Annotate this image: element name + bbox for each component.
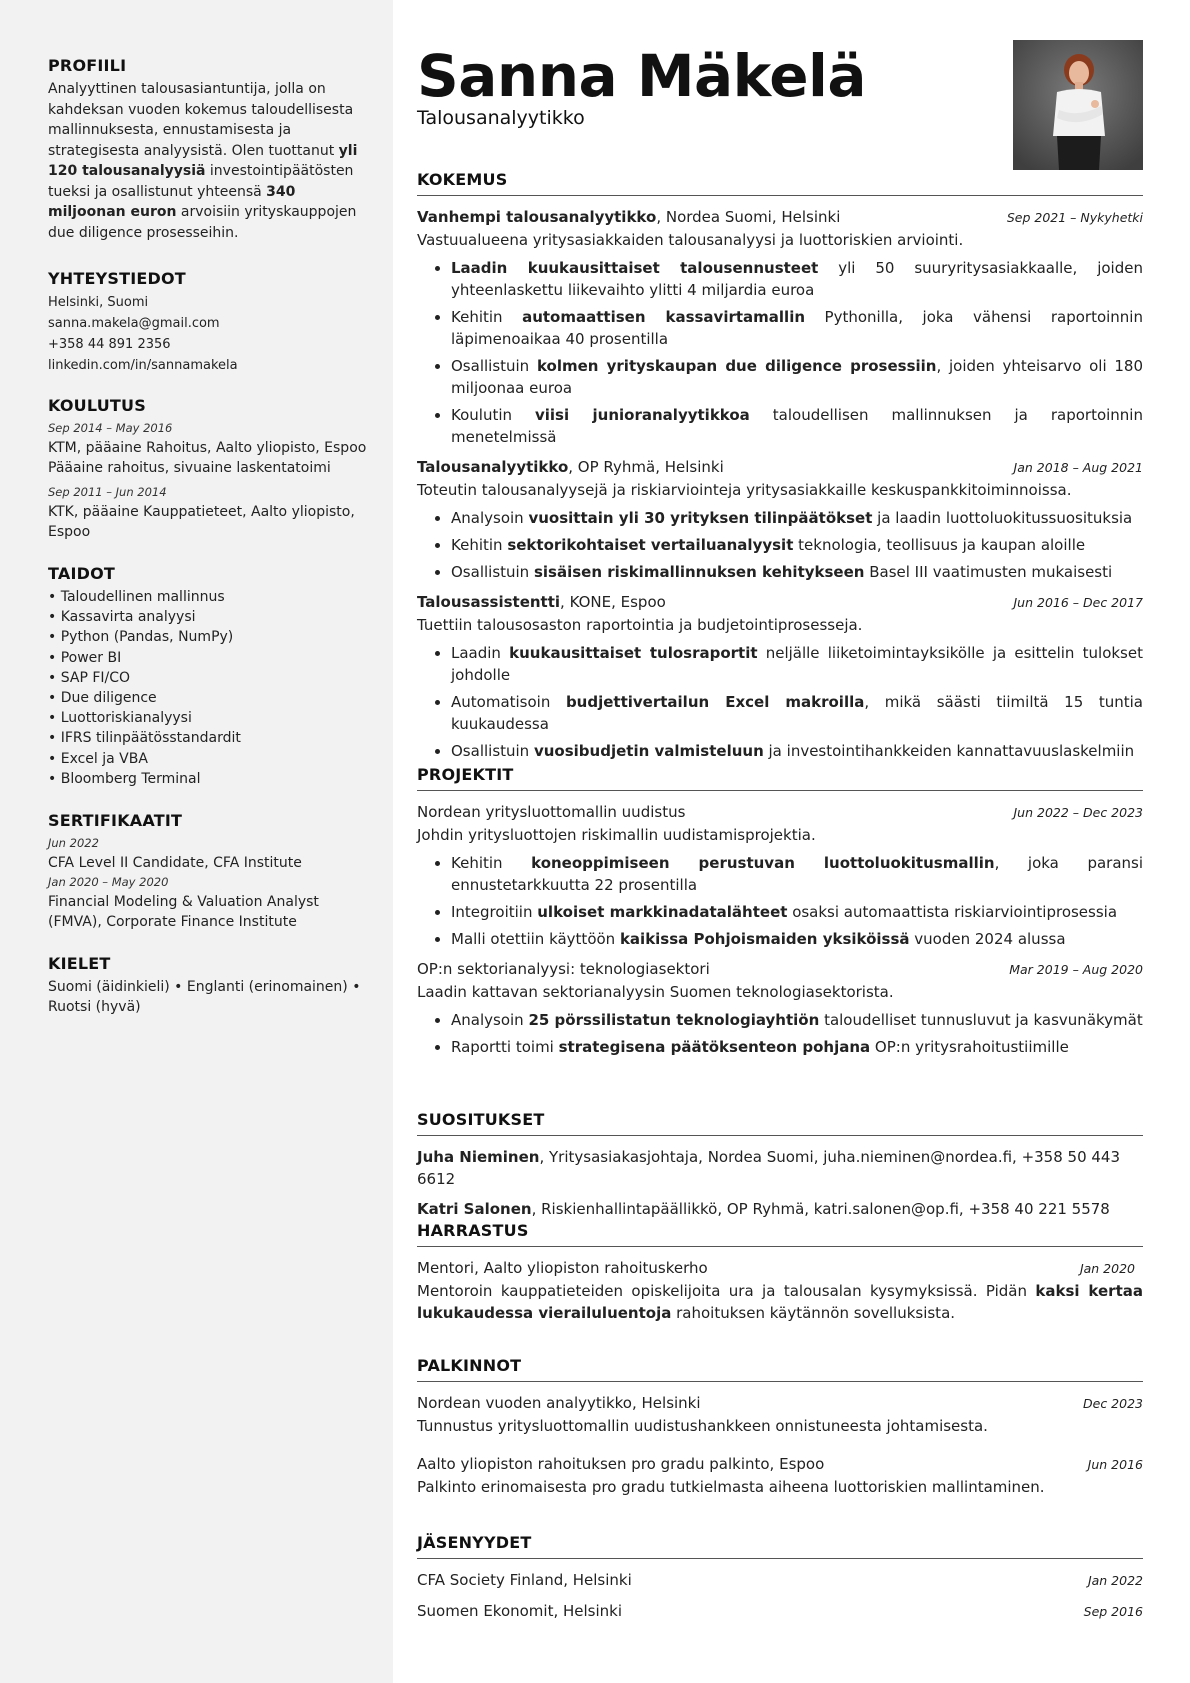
bullet-item: • Integroitiin ulkoiset markkinadatalähteet osaksi automaattista riskiarviointiprosessia [451, 901, 1143, 923]
education-detail: Pääaine rahoitus, sivuaine laskentatoimi [48, 460, 331, 476]
education-item [48, 483, 373, 542]
award-description: Tunnustus yritysluottomallin uudistushankkeen onnistuneesta johtamisesta. [417, 1417, 988, 1435]
job-date: Jan 2018 – Aug 2021 [1013, 460, 1143, 475]
section-heading: PROFIILI [48, 56, 127, 75]
skill-item: • Bloomberg Terminal [48, 769, 373, 789]
skill-item: • Python (Pandas, NumPy) [48, 627, 373, 647]
section-heading: KOULUTUS [48, 396, 146, 415]
profile-photo [1013, 40, 1143, 170]
membership-item [417, 1600, 1143, 1623]
project-description: Johdin yritysluottojen riskimallin uudistamisprojektia. [417, 826, 816, 844]
project-bullets [417, 852, 1143, 950]
section-heading: PROJEKTIT [417, 765, 1143, 791]
award-header [417, 1453, 1143, 1476]
education-section [48, 396, 373, 542]
portrait-image [1013, 40, 1143, 170]
section-heading: YHTEYSTIEDOT [48, 269, 186, 288]
skill-item: • Kassavirta analyysi [48, 607, 373, 627]
certificates-section [48, 811, 373, 932]
skill-item: • Luottoriskianalyysi [48, 708, 373, 728]
bullet-item: • Osallistuin kolmen yrityskaupan due diligence prosessiin, joiden yhteisarvo oli 180 miljoonaa euroa [451, 355, 1143, 399]
education-degree: KTK, pääaine Kauppatieteet, Aalto yliopisto, Espoo [48, 504, 355, 540]
sidebar [0, 0, 393, 1683]
education-date: Sep 2011 – Jun 2014 [48, 485, 167, 499]
reference-item: Juha Nieminen, Yritysasiakasjohtaja, Nordea Suomi, juha.nieminen@nordea.fi, +358 50 443 6612 [417, 1148, 1121, 1188]
job-entry [417, 591, 1143, 762]
award-item [417, 1453, 1143, 1498]
candidate-name: Sanna Mäkelä [417, 42, 867, 110]
project-header [417, 801, 1143, 824]
section-heading: TAIDOT [48, 564, 116, 583]
job-entry [417, 206, 1143, 448]
award-item [417, 1392, 1143, 1437]
education-degree: KTM, pääaine Rahoitus, Aalto yliopisto, Espoo [48, 440, 367, 456]
bullet-item: • Laadin kuukausittaiset tulosraportit neljälle liiketoimintayksikölle ja esittelin tulokset johdolle [451, 642, 1143, 686]
contact-email[interactable]: sanna.makela@gmail.com [48, 316, 220, 331]
certificate-name: CFA Level II Candidate, CFA Institute [48, 855, 302, 872]
education-date: Sep 2014 – May 2016 [48, 421, 173, 435]
bullet-item: • Raportti toimi strategisena päätöksenteon pohjana OP:n yritysrahoitustiimille [451, 1036, 1143, 1058]
sidebar-content [48, 56, 373, 1039]
bullet-item: • Analysoin 25 pörssilistatun teknologiayhtiön taloudelliset tunnusluvut ja kasvunäkymät [451, 1009, 1143, 1031]
profile-text: Analyyttinen talousasiantuntija, jolla on kahdeksan vuoden kokemus taloudellisesta mallinnuksesta, ennustamisesta ja strategisesta analyysistä. Olen tuottanut yli 120 talousanalyysiä investointipäätösten tueksi ja osallistunut yhteensä 340 miljoonan euron arvoisiin yrityskauppojen due diligence prosesseihin. [48, 81, 358, 241]
bullet-item: • Kehitin automaattisen kassavirtamallin Pythonilla, joka vähensi raportoinnin läpimenoaikaa 40 prosentilla [451, 306, 1143, 350]
project-bullets [417, 1009, 1143, 1058]
hobby-date: Jan 2020 [1079, 1261, 1135, 1276]
job-description: Vastuualueena yritysasiakkaiden talousanalyysi ja luottoriskien arviointi. [417, 231, 964, 249]
job-title-org: Vanhempi talousanalyytikko, Nordea Suomi, Helsinki [417, 208, 841, 226]
hobby-description: Mentoroin kauppatieteiden opiskelijoita ura ja talousalan kysymyksissä. Pidän kaksi kertaa lukukaudessa vierailuluentoja rahoituksen käytännön sovelluksista. [417, 1282, 1143, 1322]
skill-item: • Taloudellinen mallinnus [48, 587, 373, 607]
skill-item: • SAP FI/CO [48, 668, 373, 688]
job-description: Toteutin talousanalyysejä ja riskiarviointeja yritysasiakkaille keskuspankkitoiminnoissa. [417, 481, 1072, 499]
bullet-item: • Kehitin koneoppimiseen perustuvan luottoluokitusmallin, joka paransi ennustetarkkuutta 22 prosentilla [451, 852, 1143, 896]
main-content [417, 0, 1143, 1683]
contact-location: Helsinki, Suomi [48, 295, 149, 310]
job-title-org: Talousanalyytikko, OP Ryhmä, Helsinki [417, 458, 724, 476]
skill-item: • Due diligence [48, 688, 373, 708]
bullet-item: • Malli otettiin käyttöön kaikissa Pohjoismaiden yksiköissä vuoden 2024 alussa [451, 928, 1143, 950]
job-title: Talousanalyytikko [417, 107, 585, 129]
certificate-date: Jun 2022 [48, 836, 99, 851]
bullet-item: • Osallistuin sisäisen riskimallinnuksen kehitykseen Basel III vaatimusten mukaisesti [451, 561, 1143, 583]
project-title: OP:n sektorianalyysi: teknologiasektori [417, 960, 710, 978]
section-heading: SERTIFIKAATIT [48, 811, 183, 831]
bullet-item: • Osallistuin vuosibudjetin valmisteluun ja investointihankkeiden kannattavuuslaskelmiin [451, 740, 1143, 762]
education-item [48, 419, 373, 478]
membership-title: CFA Society Finland, Helsinki [417, 1571, 632, 1589]
references-section [417, 1110, 1143, 1228]
award-title: Aalto yliopiston rahoituksen pro gradu palkinto, Espoo [417, 1455, 825, 1473]
skills-section [48, 564, 373, 789]
contact-phone[interactable]: +358 44 891 2356 [48, 337, 171, 352]
section-heading: SUOSITUKSET [417, 1110, 1143, 1136]
job-description: Tuettiin talousosaston raportointia ja budjetointiprosesseja. [417, 616, 863, 634]
hobby-title: Mentori, Aalto yliopiston rahoituskerho [417, 1259, 708, 1277]
section-heading: KIELET [48, 954, 111, 974]
languages-text: Suomi (äidinkieli) • Englanti (erinomainen) • Ruotsi (hyvä) [48, 979, 361, 1016]
languages-section [48, 954, 373, 1017]
job-title-org: Talousassistentti, KONE, Espoo [417, 593, 666, 611]
award-date: Dec 2023 [1083, 1396, 1143, 1411]
skill-item: • Power BI [48, 648, 373, 668]
section-heading: KOKEMUS [417, 170, 1143, 196]
membership-date: Jan 2022 [1087, 1573, 1143, 1588]
membership-item [417, 1569, 1143, 1592]
skill-item: • Excel ja VBA [48, 749, 373, 769]
certificate-date: Jan 2020 – May 2020 [48, 875, 169, 890]
job-header [417, 456, 1143, 479]
section-heading: JÄSENYYDET [417, 1533, 1143, 1559]
job-header [417, 591, 1143, 614]
job-entry [417, 456, 1143, 583]
contact-linkedin[interactable]: linkedin.com/in/sannamakela [48, 358, 238, 373]
job-date: Sep 2021 – Nykyhetki [1006, 210, 1143, 225]
projects-section [417, 765, 1143, 1066]
experience-section [417, 170, 1143, 770]
membership-title: Suomen Ekonomit, Helsinki [417, 1602, 623, 1620]
membership-date: Sep 2016 [1083, 1604, 1143, 1619]
job-date: Jun 2016 – Dec 2017 [1013, 595, 1143, 610]
project-date: Jun 2022 – Dec 2023 [1013, 805, 1143, 820]
bullet-item: • Kehitin sektorikohtaiset vertailuanalyysit teknologia, teollisuus ja kaupan aloille [451, 534, 1143, 556]
hobby-section [417, 1221, 1143, 1330]
job-bullets [417, 642, 1143, 762]
award-header [417, 1392, 1143, 1415]
project-title: Nordean yritysluottomallin uudistus [417, 803, 686, 821]
memberships-section [417, 1533, 1143, 1623]
reference-item: Katri Salonen, Riskienhallintapäällikkö, OP Ryhmä, katri.salonen@op.fi, +358 40 221 5578 [417, 1200, 1110, 1218]
job-bullets [417, 257, 1143, 448]
profile-section [48, 56, 373, 243]
job-bullets [417, 507, 1143, 583]
certificate-name: Financial Modeling & Valuation Analyst (FMVA), Corporate Finance Institute [48, 894, 319, 931]
awards-section [417, 1356, 1143, 1506]
award-description: Palkinto erinomaisesta pro gradu tutkielmasta aiheena luottoriskien mallintaminen. [417, 1478, 1045, 1496]
hobby-header [417, 1257, 1143, 1280]
project-entry [417, 958, 1143, 1058]
project-entry [417, 801, 1143, 950]
section-heading: HARRASTUS [417, 1221, 1143, 1247]
bullet-item: • Laadin kuukausittaiset talousennusteet yli 50 suuryritysasiakkaalle, joiden yhteenlaskettu liikevaihto ylitti 4 miljardia euroa [451, 257, 1143, 301]
section-heading: PALKINNOT [417, 1356, 1143, 1382]
job-header [417, 206, 1143, 229]
project-header [417, 958, 1143, 981]
award-date: Jun 2016 [1087, 1457, 1143, 1472]
project-date: Mar 2019 – Aug 2020 [1009, 962, 1143, 977]
bullet-item: • Automatisoin budjettivertailun Excel makroilla, mikä säästi tiimiltä 15 tuntia kuukaudessa [451, 691, 1143, 735]
skills-list [48, 587, 373, 789]
award-title: Nordean vuoden analyytikko, Helsinki [417, 1394, 701, 1412]
skill-item: • IFRS tilinpäätösstandardit [48, 728, 373, 748]
bullet-item: • Analysoin vuosittain yli 30 yrityksen tilinpäätökset ja laadin luottoluokitussuosituksia [451, 507, 1143, 529]
contact-section [48, 269, 373, 376]
project-description: Laadin kattavan sektorianalyysin Suomen teknologiasektorista. [417, 983, 894, 1001]
bullet-item: • Koulutin viisi junioranalyytikkoa taloudellisen mallinnuksen ja raportoinnin menetelmissä [451, 404, 1143, 448]
